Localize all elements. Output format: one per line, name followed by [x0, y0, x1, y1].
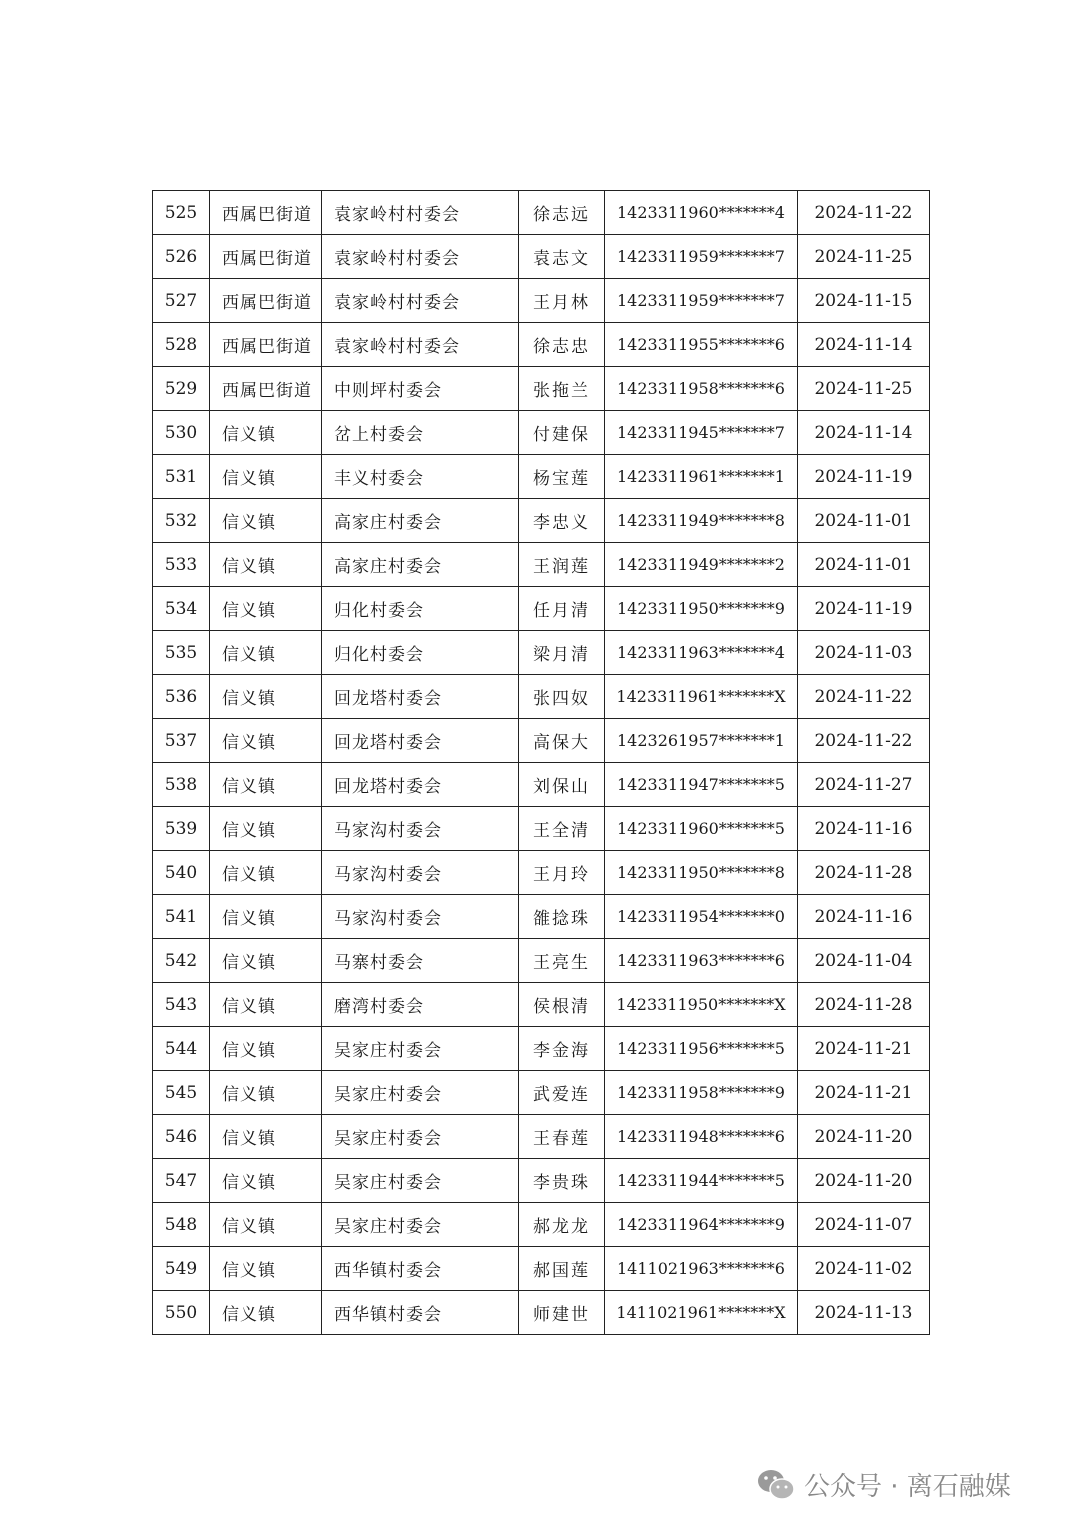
name-cell: 袁志文	[519, 235, 605, 279]
table-row	[153, 587, 930, 631]
date-cell: 2024-11-22	[798, 675, 930, 719]
name-cell: 师建世	[519, 1291, 605, 1335]
row-number: 550	[153, 1291, 210, 1335]
id-number-cell: 1423311963*******6	[605, 939, 798, 983]
row-number: 528	[153, 323, 210, 367]
id-number-cell: 1423311955*******6	[605, 323, 798, 367]
town-cell: 信义镇	[210, 1071, 322, 1115]
date-cell: 2024-11-13	[798, 1291, 930, 1335]
town-cell: 信义镇	[210, 631, 322, 675]
date-cell: 2024-11-01	[798, 499, 930, 543]
row-number: 541	[153, 895, 210, 939]
id-number-cell: 1423311960*******5	[605, 807, 798, 851]
village-committee-cell: 马家沟村委会	[322, 851, 519, 895]
table-row	[153, 1115, 930, 1159]
row-number: 542	[153, 939, 210, 983]
town-cell: 信义镇	[210, 895, 322, 939]
date-cell: 2024-11-25	[798, 235, 930, 279]
town-cell: 信义镇	[210, 719, 322, 763]
date-cell: 2024-11-03	[798, 631, 930, 675]
watermark	[756, 1466, 1011, 1503]
village-committee-cell: 西华镇村委会	[322, 1291, 519, 1335]
village-committee-cell: 归化村委会	[322, 587, 519, 631]
name-cell: 梁月清	[519, 631, 605, 675]
id-number-cell: 1423311958*******9	[605, 1071, 798, 1115]
town-cell: 信义镇	[210, 543, 322, 587]
table-row	[153, 235, 930, 279]
row-number: 538	[153, 763, 210, 807]
village-committee-cell: 吴家庄村委会	[322, 1159, 519, 1203]
town-cell: 信义镇	[210, 939, 322, 983]
name-cell: 徐志忠	[519, 323, 605, 367]
town-cell: 信义镇	[210, 1115, 322, 1159]
id-number-cell: 1423311958*******6	[605, 367, 798, 411]
id-number-cell: 1423261957*******1	[605, 719, 798, 763]
table-row	[153, 1203, 930, 1247]
row-number: 543	[153, 983, 210, 1027]
row-number: 540	[153, 851, 210, 895]
row-number: 536	[153, 675, 210, 719]
village-committee-cell: 岔上村委会	[322, 411, 519, 455]
name-cell: 任月清	[519, 587, 605, 631]
name-cell: 李金海	[519, 1027, 605, 1071]
table-row	[153, 763, 930, 807]
name-cell: 杨宝莲	[519, 455, 605, 499]
village-committee-cell: 回龙塔村委会	[322, 763, 519, 807]
name-cell: 王润莲	[519, 543, 605, 587]
town-cell: 信义镇	[210, 1203, 322, 1247]
date-cell: 2024-11-21	[798, 1027, 930, 1071]
town-cell: 西属巴街道	[210, 191, 322, 235]
row-number: 534	[153, 587, 210, 631]
village-committee-cell: 西华镇村委会	[322, 1247, 519, 1291]
town-cell: 信义镇	[210, 763, 322, 807]
row-number: 537	[153, 719, 210, 763]
table-row	[153, 279, 930, 323]
table-row	[153, 807, 930, 851]
row-number: 525	[153, 191, 210, 235]
date-cell: 2024-11-02	[798, 1247, 930, 1291]
name-cell: 郝龙龙	[519, 1203, 605, 1247]
name-cell: 雒捻珠	[519, 895, 605, 939]
village-committee-cell: 归化村委会	[322, 631, 519, 675]
date-cell: 2024-11-22	[798, 191, 930, 235]
date-cell: 2024-11-19	[798, 587, 930, 631]
name-cell: 武爱连	[519, 1071, 605, 1115]
row-number: 546	[153, 1115, 210, 1159]
table-row	[153, 411, 930, 455]
date-cell: 2024-11-28	[798, 983, 930, 1027]
row-number: 535	[153, 631, 210, 675]
id-number-cell: 1423311944*******5	[605, 1159, 798, 1203]
village-committee-cell: 磨湾村委会	[322, 983, 519, 1027]
name-cell: 张拖兰	[519, 367, 605, 411]
table-row	[153, 323, 930, 367]
name-cell: 王亮生	[519, 939, 605, 983]
roster-body	[153, 191, 930, 1335]
village-committee-cell: 高家庄村委会	[322, 499, 519, 543]
row-number: 526	[153, 235, 210, 279]
roster-table	[152, 190, 930, 1335]
table-row	[153, 675, 930, 719]
date-cell: 2024-11-21	[798, 1071, 930, 1115]
village-committee-cell: 回龙塔村委会	[322, 675, 519, 719]
town-cell: 信义镇	[210, 1027, 322, 1071]
id-number-cell: 1423311964*******9	[605, 1203, 798, 1247]
name-cell: 高保大	[519, 719, 605, 763]
id-number-cell: 1423311956*******5	[605, 1027, 798, 1071]
id-number-cell: 1423311961*******X	[605, 675, 798, 719]
id-number-cell: 1411021961*******X	[605, 1291, 798, 1335]
town-cell: 西属巴街道	[210, 235, 322, 279]
town-cell: 西属巴街道	[210, 323, 322, 367]
village-committee-cell: 马家沟村委会	[322, 895, 519, 939]
date-cell: 2024-11-28	[798, 851, 930, 895]
name-cell: 郝国莲	[519, 1247, 605, 1291]
town-cell: 信义镇	[210, 851, 322, 895]
table-row	[153, 499, 930, 543]
name-cell: 付建保	[519, 411, 605, 455]
town-cell: 西属巴街道	[210, 279, 322, 323]
id-number-cell: 1423311959*******7	[605, 279, 798, 323]
town-cell: 信义镇	[210, 455, 322, 499]
row-number: 545	[153, 1071, 210, 1115]
table-row	[153, 939, 930, 983]
row-number: 539	[153, 807, 210, 851]
table-row	[153, 895, 930, 939]
date-cell: 2024-11-27	[798, 763, 930, 807]
village-committee-cell: 马寨村委会	[322, 939, 519, 983]
village-committee-cell: 吴家庄村委会	[322, 1203, 519, 1247]
table-row	[153, 367, 930, 411]
date-cell: 2024-11-16	[798, 807, 930, 851]
table-row	[153, 1159, 930, 1203]
id-number-cell: 1423311961*******1	[605, 455, 798, 499]
date-cell: 2024-11-20	[798, 1115, 930, 1159]
table-row	[153, 851, 930, 895]
village-committee-cell: 马家沟村委会	[322, 807, 519, 851]
date-cell: 2024-11-07	[798, 1203, 930, 1247]
village-committee-cell: 吴家庄村委会	[322, 1027, 519, 1071]
table-row	[153, 543, 930, 587]
name-cell: 徐志远	[519, 191, 605, 235]
name-cell: 李贵珠	[519, 1159, 605, 1203]
table-row	[153, 1071, 930, 1115]
id-number-cell: 1423311950*******8	[605, 851, 798, 895]
town-cell: 信义镇	[210, 807, 322, 851]
date-cell: 2024-11-16	[798, 895, 930, 939]
id-number-cell: 1423311949*******8	[605, 499, 798, 543]
id-number-cell: 1411021963*******6	[605, 1247, 798, 1291]
town-cell: 信义镇	[210, 983, 322, 1027]
table-row	[153, 1247, 930, 1291]
table-row	[153, 631, 930, 675]
row-number: 527	[153, 279, 210, 323]
village-committee-cell: 吴家庄村委会	[322, 1071, 519, 1115]
town-cell: 西属巴街道	[210, 367, 322, 411]
date-cell: 2024-11-22	[798, 719, 930, 763]
town-cell: 信义镇	[210, 1159, 322, 1203]
village-committee-cell: 回龙塔村委会	[322, 719, 519, 763]
table-row	[153, 719, 930, 763]
town-cell: 信义镇	[210, 499, 322, 543]
row-number: 549	[153, 1247, 210, 1291]
id-number-cell: 1423311960*******4	[605, 191, 798, 235]
date-cell: 2024-11-14	[798, 323, 930, 367]
date-cell: 2024-11-15	[798, 279, 930, 323]
id-number-cell: 1423311947*******5	[605, 763, 798, 807]
row-number: 531	[153, 455, 210, 499]
row-number: 548	[153, 1203, 210, 1247]
town-cell: 信义镇	[210, 1247, 322, 1291]
id-number-cell: 1423311950*******9	[605, 587, 798, 631]
village-committee-cell: 袁家岭村村委会	[322, 235, 519, 279]
town-cell: 信义镇	[210, 1291, 322, 1335]
table-row	[153, 1027, 930, 1071]
id-number-cell: 1423311950*******X	[605, 983, 798, 1027]
table-row	[153, 455, 930, 499]
date-cell: 2024-11-20	[798, 1159, 930, 1203]
row-number: 532	[153, 499, 210, 543]
wechat-icon	[756, 1467, 796, 1503]
village-committee-cell: 中则坪村委会	[322, 367, 519, 411]
id-number-cell: 1423311959*******7	[605, 235, 798, 279]
date-cell: 2024-11-01	[798, 543, 930, 587]
id-number-cell: 1423311963*******4	[605, 631, 798, 675]
village-committee-cell: 吴家庄村委会	[322, 1115, 519, 1159]
id-number-cell: 1423311948*******6	[605, 1115, 798, 1159]
name-cell: 侯根清	[519, 983, 605, 1027]
id-number-cell: 1423311949*******2	[605, 543, 798, 587]
watermark-text: 公众号 · 离石融媒	[804, 1472, 1011, 1502]
village-committee-cell: 袁家岭村村委会	[322, 323, 519, 367]
row-number: 529	[153, 367, 210, 411]
id-number-cell: 1423311945*******7	[605, 411, 798, 455]
row-number: 547	[153, 1159, 210, 1203]
name-cell: 王春莲	[519, 1115, 605, 1159]
name-cell: 李忠义	[519, 499, 605, 543]
town-cell: 信义镇	[210, 411, 322, 455]
row-number: 533	[153, 543, 210, 587]
name-cell: 刘保山	[519, 763, 605, 807]
village-committee-cell: 袁家岭村村委会	[322, 191, 519, 235]
name-cell: 王全清	[519, 807, 605, 851]
town-cell: 信义镇	[210, 675, 322, 719]
village-committee-cell: 丰义村委会	[322, 455, 519, 499]
date-cell: 2024-11-25	[798, 367, 930, 411]
village-committee-cell: 袁家岭村村委会	[322, 279, 519, 323]
row-number: 530	[153, 411, 210, 455]
table-row	[153, 191, 930, 235]
name-cell: 王月玲	[519, 851, 605, 895]
row-number: 544	[153, 1027, 210, 1071]
id-number-cell: 1423311954*******0	[605, 895, 798, 939]
table-row	[153, 1291, 930, 1335]
town-cell: 信义镇	[210, 587, 322, 631]
date-cell: 2024-11-04	[798, 939, 930, 983]
table-row	[153, 983, 930, 1027]
name-cell: 王月林	[519, 279, 605, 323]
village-committee-cell: 高家庄村委会	[322, 543, 519, 587]
name-cell: 张四奴	[519, 675, 605, 719]
date-cell: 2024-11-19	[798, 455, 930, 499]
date-cell: 2024-11-14	[798, 411, 930, 455]
